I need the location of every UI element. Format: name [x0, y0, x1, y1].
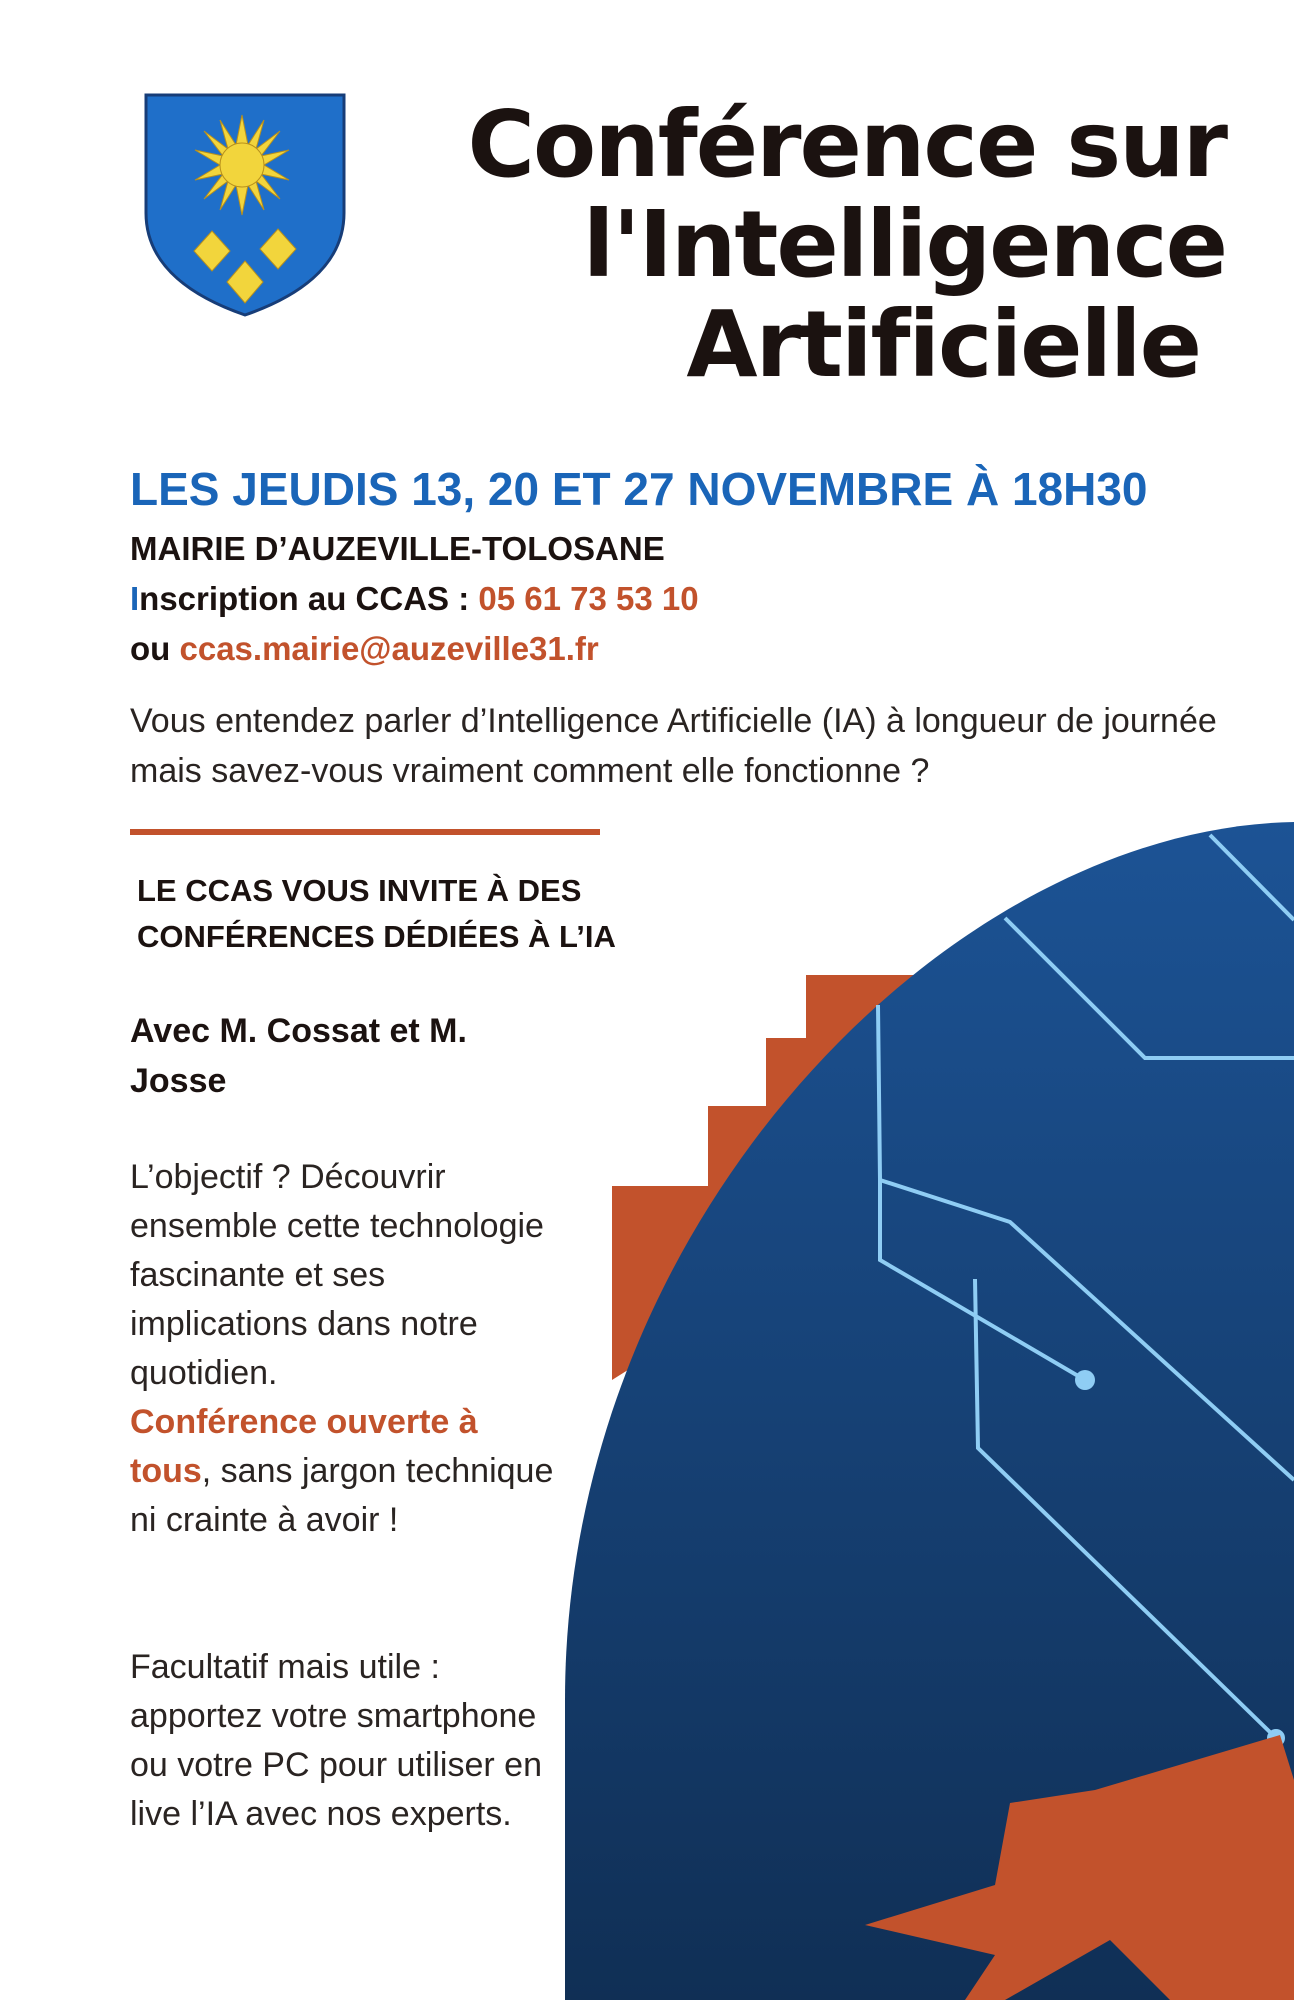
email-line — [130, 630, 599, 668]
open-text — [130, 1398, 560, 1545]
open-rest: , sans jargon technique ni crainte à avoir ! — [130, 1452, 554, 1539]
invite-heading — [137, 868, 737, 960]
registration-line — [130, 580, 699, 618]
registration-phone[interactable]: 05 61 73 53 10 — [478, 580, 699, 617]
title-line-2: l'Intelligence — [582, 191, 1226, 298]
speakers: Avec M. Cossat et M. Josse — [130, 1012, 467, 1100]
optional-text: Facultatif mais utile : apportez votre smartphone ou votre PC pour utiliser en live l’IA avec nos experts. — [130, 1648, 542, 1833]
open-highlight: Conférence ouverte à tous — [130, 1403, 478, 1490]
circuit-node-dot — [1075, 1370, 1095, 1390]
venue: MAIRIE D’AUZEVILLE-TOLOSANE — [130, 530, 665, 567]
page-title — [466, 91, 1226, 398]
objective-text: L’objectif ? Découvrir ensemble cette technologie fascinante et ses implications dans notre quotidien. — [130, 1158, 544, 1392]
email-or-label: ou — [130, 630, 180, 667]
event-dates: LES JEUDIS 13, 20 ET 27 NOVEMBRE À 18H30 — [130, 463, 1148, 515]
intro-text: Vous entendez parler d’Intelligence Artificielle (IA) à longueur de journée mais savez-vous vraiment comment elle fonctionne ? — [130, 702, 1217, 790]
title-line-3: Artificielle — [686, 291, 1200, 398]
registration-initial: I — [130, 580, 140, 617]
registration-label: nscription au CCAS : — [139, 580, 479, 617]
invite-line-1: LE CCAS VOUS INVITE À DES — [137, 873, 582, 908]
coat-of-arms-icon — [144, 93, 346, 317]
registration-email[interactable]: ccas.mairie@auzeville31.fr — [179, 630, 599, 667]
title-line-1: Conférence sur — [467, 91, 1226, 198]
invite-line-2: CONFÉRENCES DÉDIÉES À L’IA — [137, 919, 616, 954]
orange-divider — [130, 829, 600, 835]
